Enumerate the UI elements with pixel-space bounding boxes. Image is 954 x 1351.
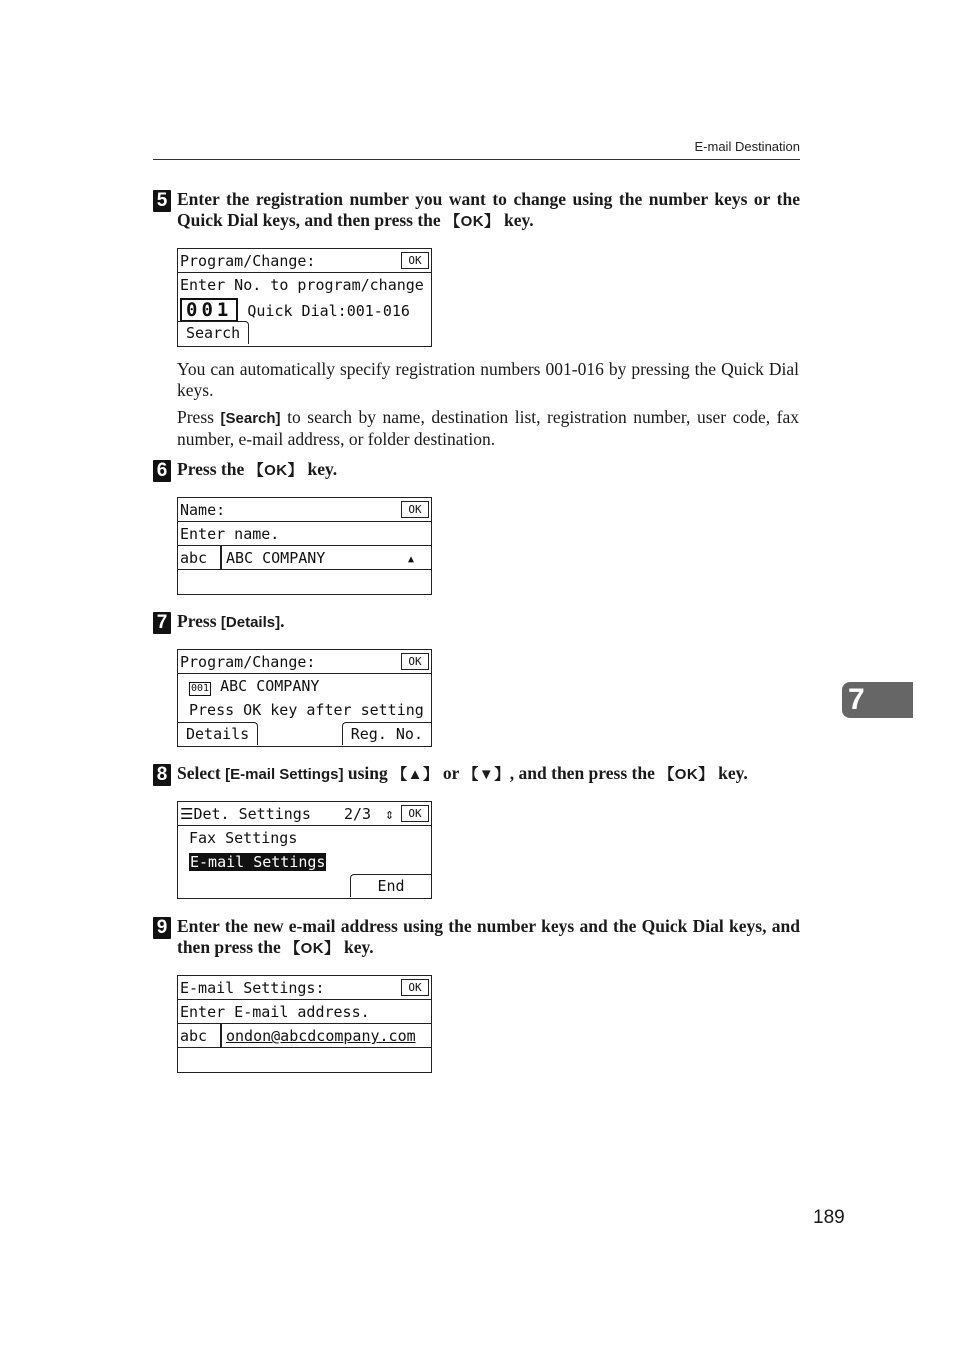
updown-arrow-icon: ⇕ — [385, 805, 395, 823]
page-number: 189 — [813, 1207, 845, 1228]
step-number-6: 6 — [153, 460, 171, 482]
lcd-prompt: Enter E-mail address. — [180, 1003, 370, 1021]
step-7-text: Press [Details]. — [177, 611, 285, 631]
email-settings-item[interactable]: E-mail Settings — [190, 853, 326, 871]
reg-no-badge: 001 — [191, 683, 210, 694]
step-6 — [153, 459, 800, 481]
menu-icon: ☰ — [180, 805, 194, 823]
lcd-title: ☰Det. Settings — [180, 805, 311, 823]
name-field[interactable]: ABC COMPANY — [226, 549, 326, 567]
lcd-program-change — [177, 248, 432, 347]
fax-settings-item[interactable]: Fax Settings — [189, 829, 298, 847]
lcd-title: Name: — [180, 501, 226, 519]
cursor-arrow-icon: ▲ — [408, 554, 415, 565]
lcd-details — [177, 649, 432, 747]
field-divider — [220, 1024, 222, 1047]
search-softkey[interactable]: Search — [178, 321, 249, 344]
step-5-text: Enter the registration number you want to change using the number keys or the Quick Dial keys, and then press the 【OK】 key. — [177, 189, 800, 230]
lcd-prompt: Enter No. to program/change — [180, 276, 424, 294]
chapter-tab: 7 — [842, 682, 913, 718]
lcd-email — [177, 975, 432, 1073]
ok-key-icon: OK — [401, 252, 429, 269]
ok-key-icon: OK — [401, 653, 429, 670]
step-8-text: Select [E-mail Settings] using 【▲】 or 【▼】, and then press the 【OK】 key. — [177, 763, 748, 783]
step-number-8: 8 — [153, 764, 171, 786]
step-6-text: Press the 【OK】 key. — [177, 459, 338, 479]
ok-key-icon: OK — [401, 979, 429, 996]
step-9-text: Enter the new e-mail address using the number keys and the Quick Dial keys, and then press the 【OK】 key. — [177, 916, 800, 957]
field-divider — [220, 546, 222, 569]
step-number-5: 5 — [153, 190, 171, 212]
step-5-note-1: You can automatically specify registration numbers 001-016 by pressing the Quick Dial keys. — [177, 359, 799, 400]
header-rule — [153, 159, 800, 160]
quick-dial-range: Quick Dial:001-016 — [247, 302, 410, 320]
lcd-title: E-mail Settings: — [180, 979, 325, 997]
lcd-number-row — [180, 298, 410, 322]
lcd-prompt: Enter name. — [180, 525, 280, 543]
input-mode: abc — [180, 549, 208, 567]
details-softkey[interactable]: Details — [178, 722, 258, 745]
down-key-label: 【▼】 — [463, 766, 510, 783]
destination-name: ABC COMPANY — [220, 677, 320, 695]
search-key-label: [Search] — [220, 410, 281, 427]
lcd-title: Program/Change: — [180, 653, 316, 671]
registration-number-field[interactable]: 001 — [180, 298, 238, 322]
step-5 — [153, 189, 800, 232]
lcd-name — [177, 497, 432, 595]
running-header: E-mail Destination — [694, 139, 800, 154]
step-8 — [153, 763, 800, 785]
reg-no-softkey[interactable]: Reg. No. — [342, 722, 431, 745]
email-address-field[interactable]: ondon@abcdcompany.com — [226, 1027, 416, 1045]
destination-row — [189, 677, 319, 696]
step-7 — [153, 611, 800, 633]
step-9 — [153, 916, 800, 959]
lcd-det-settings — [177, 801, 432, 899]
ok-key-icon: OK — [401, 501, 429, 518]
ok-key-icon: OK — [401, 805, 429, 822]
up-key-label: 【▲】 — [392, 766, 439, 783]
step-number-7: 7 — [153, 612, 171, 634]
lcd-title: Program/Change: — [180, 252, 316, 270]
end-softkey[interactable]: End — [350, 874, 431, 897]
page-indicator: 2/3 — [344, 805, 372, 823]
input-mode: abc — [180, 1027, 208, 1045]
details-key-label: [Details] — [220, 614, 281, 631]
email-settings-key-label: [E-mail Settings] — [225, 766, 344, 783]
step-5-note-2: Press [Search] to search by name, destination list, registration number, user code, fax number, e-mail address, or folder destination. — [177, 407, 799, 449]
step-number-9: 9 — [153, 917, 171, 939]
lcd-instruction: Press OK key after setting — [189, 701, 424, 719]
